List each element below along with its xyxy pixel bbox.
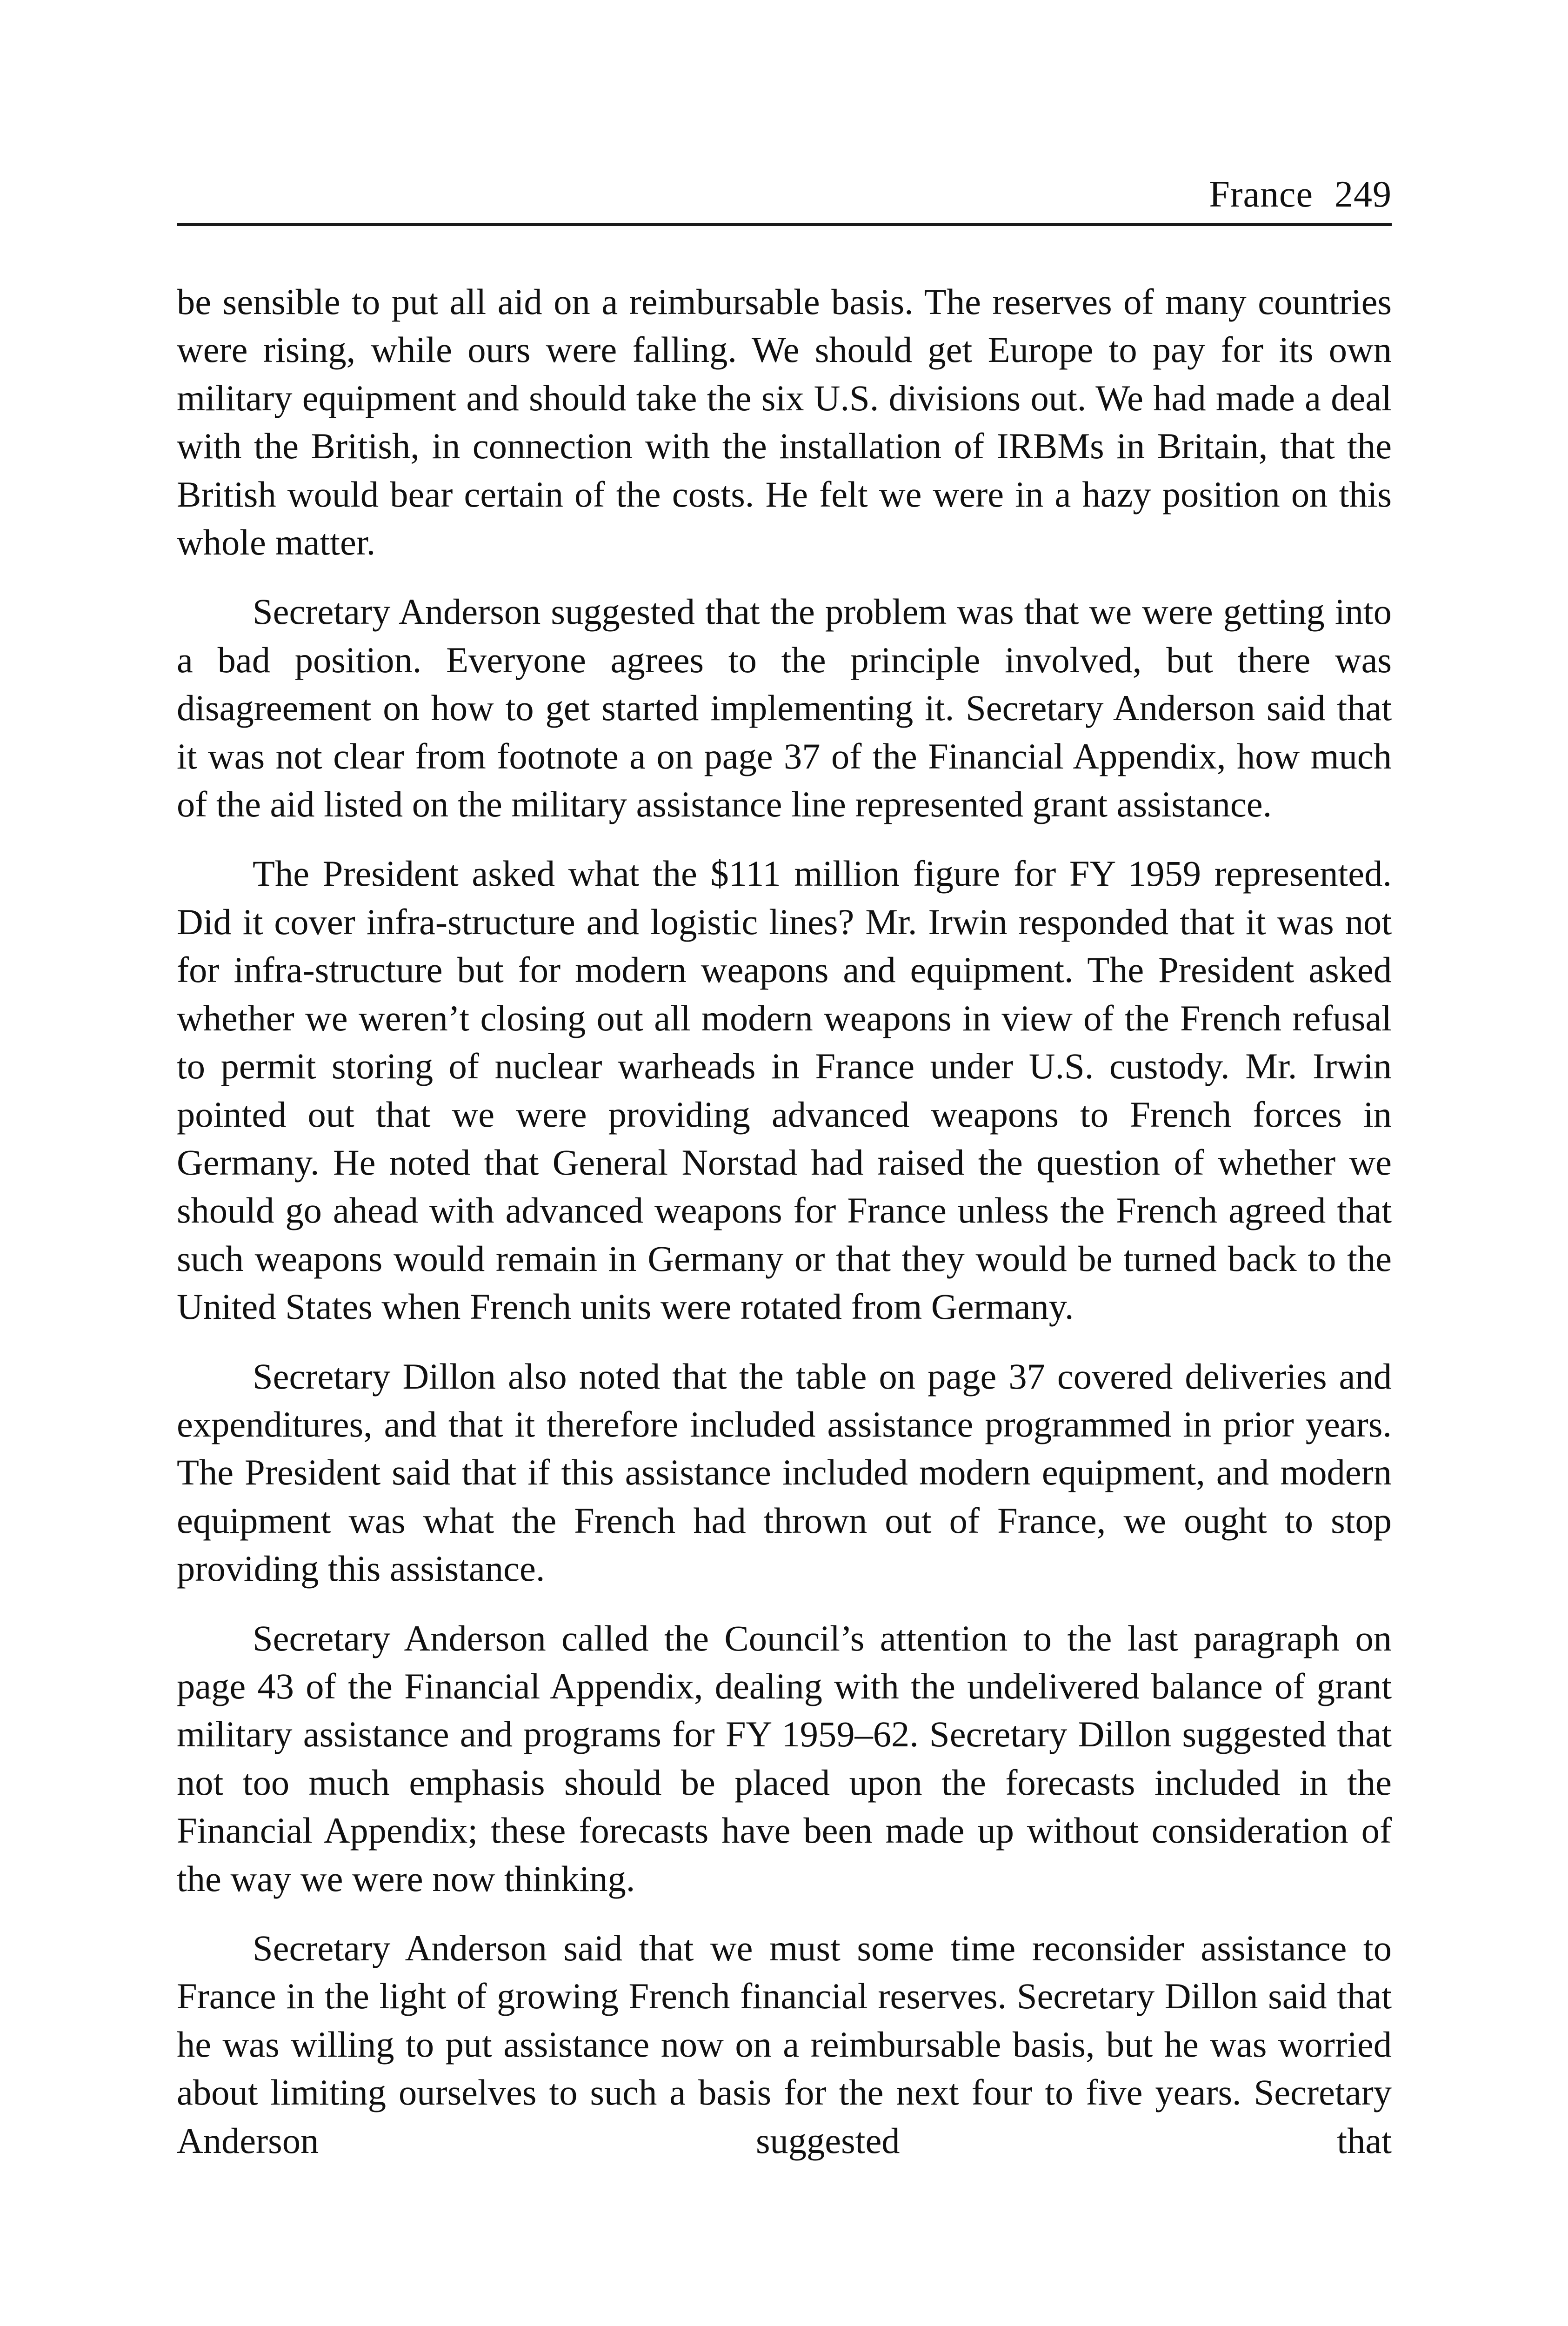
page-number: 249	[1334, 174, 1392, 215]
running-head	[177, 171, 1392, 226]
running-head-text	[1209, 171, 1392, 218]
paragraph: Secretary Anderson suggested that the problem was that we were getting into a bad position. Everyone agrees to the principle involved, but there was disagreement on how to get started implementing it. Secretary Anderson said that it was not clear from footnote a on page 37 of the Financial Appendix, how much of the aid listed on the military assistance line represented grant assistance.	[177, 591, 1392, 825]
paragraph-continues: Secretary Anderson said that we must some time reconsider assistance to France in the light of growing French financial reserves. Secretary Dillon said that he was willing to put assistance now on a reimbursable basis, but he was worried about limiting ourselves to such a basis for the next four to five years. Secretary Anderson suggested that	[177, 1928, 1392, 2161]
paragraph: Secretary Dillon also noted that the table on page 37 covered deliveries and expenditures, and that it therefore included assistance programmed in prior years. The President said that if this assistance included modern equipment, and modern equipment was what the French had thrown out of France, we ought to stop providing this assistance.	[177, 1356, 1392, 1589]
section-title: France	[1209, 174, 1313, 215]
body-text	[177, 278, 1392, 2186]
paragraph-continued: be sensible to put all aid on a reimbursable basis. The reserves of many countries were rising, while ours were falling. We should get Europe to pay for its own military equipment and should take the six U.S. divisions out. We had made a deal with the British, in connection with the installation of IRBMs in Britain, that the British would bear certain of the costs. He felt we were in a hazy position on this whole matter.	[177, 281, 1392, 563]
paragraph: Secretary Anderson called the Council’s attention to the last paragraph on page 43 of the Financial Appendix, dealing with the undelivered balance of grant military assistance and programs for FY 1959–62. Secretary Dillon suggested that not too much emphasis should be placed upon the forecasts included in the Financial Appendix; these forecasts have been made up without consideration of the way we were now thinking.	[177, 1618, 1392, 1899]
paragraph: The President asked what the $111 million figure for FY 1959 represented. Did it cover infra-structure and logistic lines? Mr. Irwin responded that it was not for infra-structure but for modern weapons and equipment. The President asked whether we weren’t closing out all modern weapons in view of the French refusal to permit storing of nuclear warheads in France under U.S. custody. Mr. Irwin pointed out that we were providing advanced weapons to French forces in Germany. He noted that General Norstad had raised the question of whether we should go ahead with advanced weapons for France unless the French agreed that such weapons would remain in Germany or that they would be turned back to the United States when French units were rotated from Germany.	[177, 853, 1392, 1327]
